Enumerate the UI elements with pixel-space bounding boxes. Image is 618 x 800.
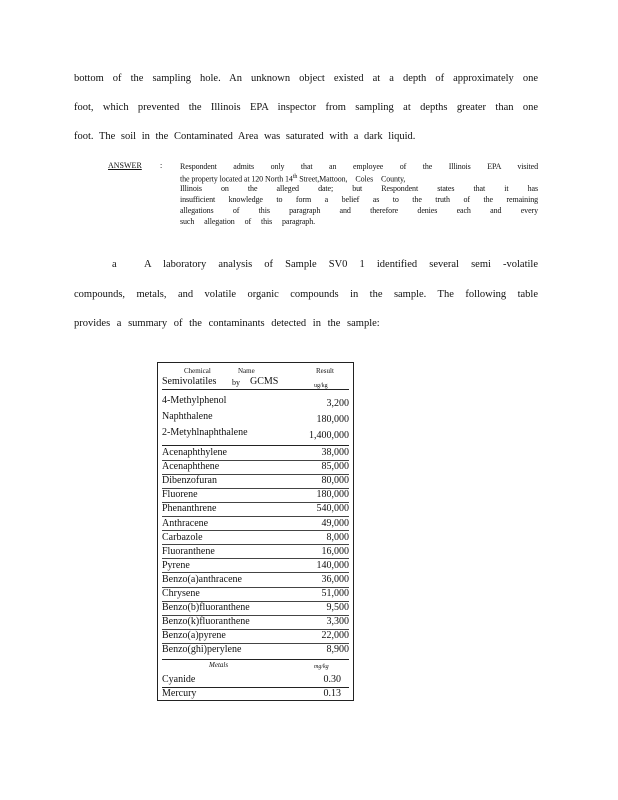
table-row <box>162 427 349 439</box>
table-row <box>162 588 349 600</box>
rule-under-header <box>162 389 349 390</box>
paragraph1-line-2: foot, which prevented the Illinois EPA inspector from sampling at depths greater than one <box>74 102 538 113</box>
contaminant-table <box>157 362 354 701</box>
table-row <box>162 688 349 700</box>
table-header-name: Name <box>238 367 255 375</box>
answer-label: ANSWER <box>108 161 142 170</box>
chemical-name: Pyrene <box>162 559 190 571</box>
chemical-name: Acenaphthene <box>162 461 220 473</box>
chemical-result: 0.13 <box>323 688 341 699</box>
table-row <box>162 395 349 407</box>
chemical-name: Cyanide <box>162 674 196 685</box>
section-metals: Metals <box>209 661 229 669</box>
table-row <box>162 532 349 544</box>
chemical-result: 49,000 <box>321 517 349 529</box>
answer-line-4: insufficient knowledge to form a belief as to the truth of the remaining <box>180 195 538 204</box>
table-row <box>162 574 349 586</box>
units-mgkg: mg/kg <box>314 664 329 670</box>
chemical-result: 36,000 <box>321 573 349 585</box>
paragraph2-marker: a <box>112 259 117 270</box>
section-semivolatiles-method: GCMS <box>250 376 279 387</box>
chemical-result: 180,000 <box>316 489 349 501</box>
rule-group2 <box>162 659 349 660</box>
chemical-result: 540,000 <box>316 503 349 515</box>
section-semivolatiles-by: by <box>232 378 240 387</box>
chemical-name: Naphthalene <box>162 411 213 422</box>
table-row <box>162 674 349 686</box>
chemical-result: 3,200 <box>326 398 349 409</box>
chemical-name: Carbazole <box>162 531 203 543</box>
paragraph1-line-3: foot. The soil in the Contaminated Area was saturated with a dark liquid. <box>74 131 416 142</box>
answer-line-2-sup: th <box>292 174 298 180</box>
chemical-result: 51,000 <box>321 588 349 599</box>
chemical-result: 140,000 <box>316 559 349 571</box>
answer-line-1: Respondent admits only that an employee of the Illinois EPA visited <box>180 162 538 171</box>
rule-group1 <box>162 445 349 446</box>
answer-line-6: such allegation of this paragraph. <box>180 217 316 226</box>
answer-line-2-main: the property located at 120 North 14 <box>180 174 293 184</box>
chemical-name: Benzo(b)fluoranthene <box>162 602 250 614</box>
answer-line-2 <box>180 172 538 183</box>
chemical-name: Fluoranthene <box>162 545 215 557</box>
chemical-name: Fluorene <box>162 489 198 501</box>
answer-line-3: Illinois on the alleged date; but Respondent states that it has <box>180 184 538 193</box>
chemical-result: 180,000 <box>316 414 349 425</box>
chemical-result: 22,000 <box>321 630 349 642</box>
table-row <box>162 503 349 515</box>
chemical-result: 80,000 <box>321 475 349 487</box>
table-row <box>162 461 349 473</box>
paragraph1-line-1: bottom of the sampling hole. An unknown object existed at a depth of approximately one <box>74 73 538 84</box>
paragraph2-line-3: provides a summary of the contaminants detected in the sample: <box>74 318 380 329</box>
chemical-name: Benzo(ghi)perylene <box>162 644 242 656</box>
answer-line-2-rest: Street,Mattoon, Coles County, <box>299 174 406 184</box>
chemical-result: 9,500 <box>326 602 349 614</box>
chemical-result: 3,300 <box>326 616 349 628</box>
chemical-result: 16,000 <box>321 545 349 557</box>
table-row <box>162 489 349 501</box>
table-row <box>162 616 349 628</box>
paragraph2-line-2: compounds, metals, and volatile organic compounds in the sample. The following table <box>74 289 538 300</box>
chemical-name: Benzo(a)pyrene <box>162 630 226 642</box>
chemical-name: Acenaphthylene <box>162 447 227 458</box>
table-header-chemical: Chemical <box>184 367 211 375</box>
chemical-name: Dibenzofuran <box>162 475 217 487</box>
chemical-name: Anthracene <box>162 517 209 529</box>
chemical-result: 0.30 <box>323 674 341 685</box>
units-ugkg: ug/kg <box>314 383 328 389</box>
table-row <box>162 475 349 487</box>
chemical-result: 38,000 <box>321 447 349 458</box>
chemical-name: Benzo(a)anthracene <box>162 573 242 585</box>
chemical-name: Phenanthrene <box>162 503 217 515</box>
chemical-name: Chrysene <box>162 588 200 599</box>
table-header-result: Result <box>316 367 334 375</box>
answer-line-5: allegations of this paragraph and therefore denies each and every <box>180 206 538 215</box>
table-row <box>162 602 349 614</box>
chemical-name: 2-Metyhlnaphthalene <box>162 427 248 438</box>
chemical-result: 8,000 <box>326 531 349 543</box>
section-semivolatiles: Semivolatiles <box>162 376 217 387</box>
chemical-result: 85,000 <box>321 461 349 473</box>
chemical-name: Benzo(k)fluoranthene <box>162 616 250 628</box>
chemical-name: Mercury <box>162 688 197 699</box>
table-row <box>162 560 349 572</box>
table-row <box>162 546 349 558</box>
answer-colon: : <box>160 161 163 170</box>
chemical-result: 8,900 <box>326 644 349 656</box>
paragraph2-line-1: A laboratory analysis of Sample SV0 1 identified several semi -volatile <box>144 259 538 270</box>
table-row <box>162 518 349 530</box>
table-row <box>162 411 349 423</box>
table-row <box>162 447 349 459</box>
chemical-result: 1,400,000 <box>309 430 349 441</box>
chemical-name: 4-Methylphenol <box>162 395 227 406</box>
table-row <box>162 630 349 642</box>
table-row <box>162 644 349 656</box>
